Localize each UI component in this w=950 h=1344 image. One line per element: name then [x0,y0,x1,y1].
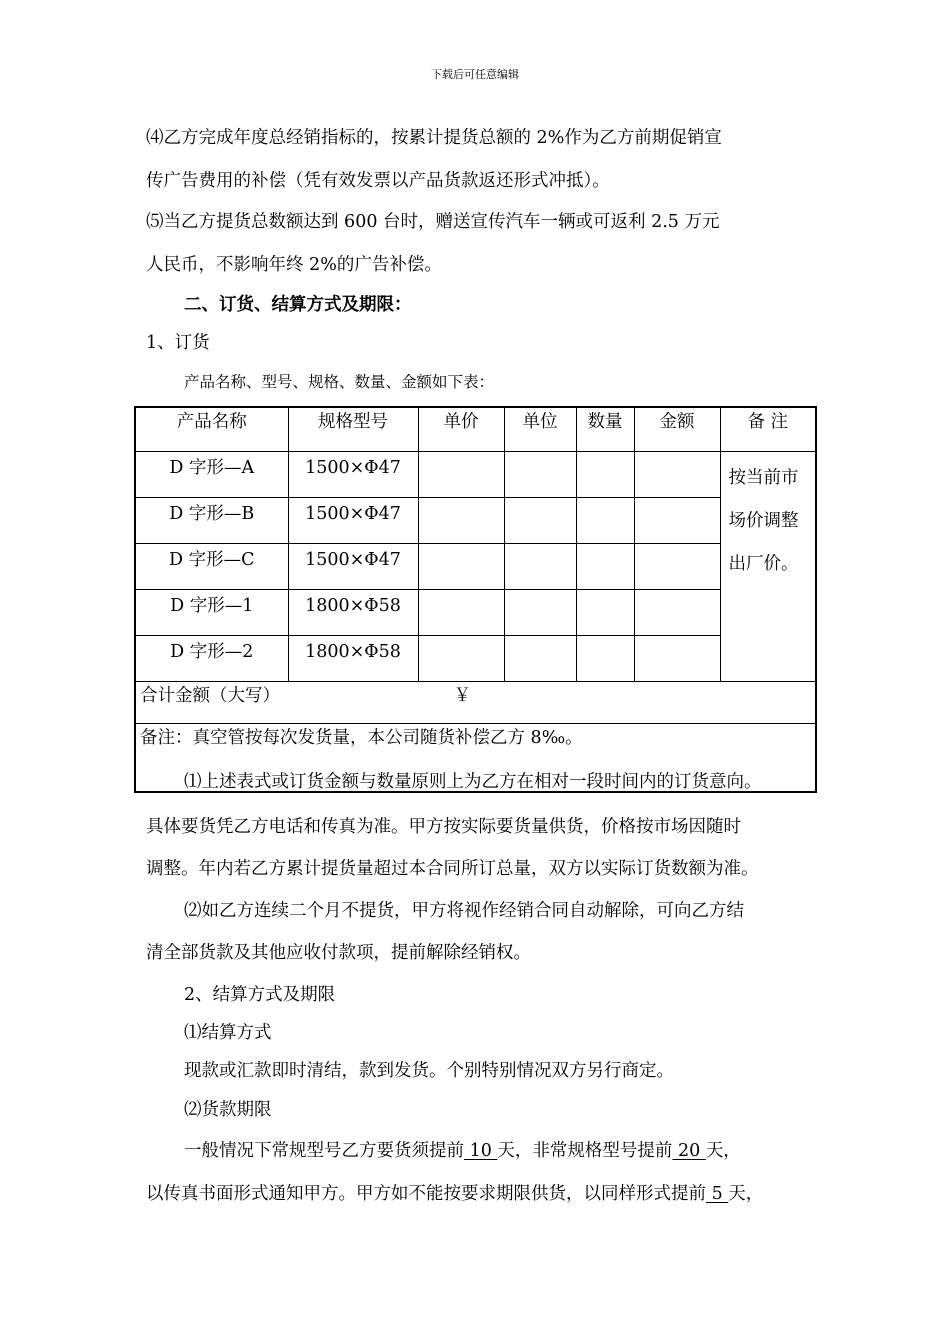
unit-cell [504,590,576,636]
quantity-cell [576,590,634,636]
page-header: 下载后可任意编辑 [431,68,519,81]
clause-2-line-1: ⑵如乙方连续二个月不提货，甲方将视作经销合同自动解除，可向乙方结 [184,901,744,921]
text-segment: 天， [728,1184,764,1204]
unit-price-cell [418,452,504,498]
table-row [135,590,816,636]
table-row [135,452,816,498]
clause-1-line-3: 调整。年内若乙方累计提货量超过本合同所订总量，双方以实际订货数额为准。 [146,859,759,879]
product-name-cell: D 字形—B [135,498,288,544]
table-intro: 产品名称、型号、规格、数量、金额如下表： [184,373,495,391]
currency-symbol: ￥ [453,686,472,706]
amount-cell [634,498,720,544]
header-cell: 产品名称 [135,407,288,452]
special-lead-days: 20 [672,1141,706,1161]
clause-1-line-2: 具体要货凭乙方电话和传真为准。甲方按实际要货量供货，价格按市场因随时 [146,817,741,837]
quantity-cell [576,544,634,590]
header-cell: 备 注 [720,407,816,452]
quantity-cell [576,452,634,498]
delivery-notice-line-1 [184,1140,741,1162]
unit-price-cell [418,590,504,636]
regular-lead-days: 10 [464,1141,498,1161]
table-header-row [135,407,816,452]
table-row [135,636,816,682]
subsection-2-title: 2、结算方式及期限 [184,985,336,1005]
unit-cell [504,498,576,544]
remark-line: 按当前市 [728,468,799,488]
table-row [135,498,816,544]
remark-cell [720,452,816,682]
paragraph-5-line-2: 人民币，不影响年终 2%的广告补偿。 [146,255,442,275]
amount-cell [634,544,720,590]
remark-line: 出厂价。 [728,554,799,574]
product-spec-cell: 1500×Φ47 [288,452,418,498]
paragraph-4-line-1: ⑷乙方完成年度总经销指标的，按累计提货总额的 2%作为乙方前期促销宣 [146,128,722,148]
unit-cell [504,452,576,498]
order-table [134,406,817,793]
payment-term-title: ⑵货款期限 [184,1100,272,1120]
product-spec-cell: 1800×Φ58 [288,636,418,682]
table-row [135,544,816,590]
remark-line: 场价调整 [728,511,799,531]
product-spec-cell: 1500×Φ47 [288,544,418,590]
subsection-1-title: 1、订货 [146,333,210,353]
total-cell [135,682,816,724]
unit-cell [504,544,576,590]
supplier-notice-days: 5 [706,1184,729,1204]
header-cell: 单位 [504,407,576,452]
amount-cell [634,590,720,636]
settlement-method-title: ⑴结算方式 [184,1023,272,1043]
header-cell: 单价 [418,407,504,452]
product-name-cell: D 字形—A [135,452,288,498]
quantity-cell [576,498,634,544]
table-note: 备注：真空管按每次发货量，本公司随货补偿乙方 8‰。 [135,724,816,793]
total-row [135,682,816,724]
paragraph-4-line-2: 传广告费用的补偿（凭有效发票以产品货款返还形式冲抵）。 [146,171,610,191]
total-label: 合计金额（大写） [140,686,280,706]
delivery-notice-line-2 [146,1183,763,1205]
clause-2-line-2: 清全部货款及其他应收付款项，提前解除经销权。 [146,943,531,963]
header-cell: 规格型号 [288,407,418,452]
header-cell: 金额 [634,407,720,452]
section-2-title: 二、订货、结算方式及期限： [184,295,412,315]
product-name-cell: D 字形—C [135,544,288,590]
unit-price-cell [418,498,504,544]
amount-cell [634,636,720,682]
text-segment: 天， [705,1141,741,1161]
paragraph-5-line-1: ⑸当乙方提货总数额达到 600 台时，赠送宣传汽车一辆或可返利 2.5 万元 [146,212,720,232]
unit-price-cell [418,636,504,682]
clause-1-line-1: ⑴上述表式或订货金额与数量原则上为乙方在相对一段时间内的订货意向。 [184,772,762,792]
product-name-cell: D 字形—2 [135,636,288,682]
unit-price-cell [418,544,504,590]
text-segment: 一般情况下常规型号乙方要货须提前 [184,1141,464,1161]
header-cell: 数量 [576,407,634,452]
unit-cell [504,636,576,682]
settlement-method-text: 现款或汇款即时清结，款到发货。个别特别情况双方另行商定。 [184,1061,674,1081]
text-segment: 以传真书面形式通知甲方。甲方如不能按要求期限供货，以同样形式提前 [146,1184,706,1204]
amount-cell [634,452,720,498]
quantity-cell [576,636,634,682]
product-name-cell: D 字形—1 [135,590,288,636]
text-segment: 天，非常规格型号提前 [497,1141,673,1161]
product-spec-cell: 1500×Φ47 [288,498,418,544]
product-spec-cell: 1800×Φ58 [288,590,418,636]
